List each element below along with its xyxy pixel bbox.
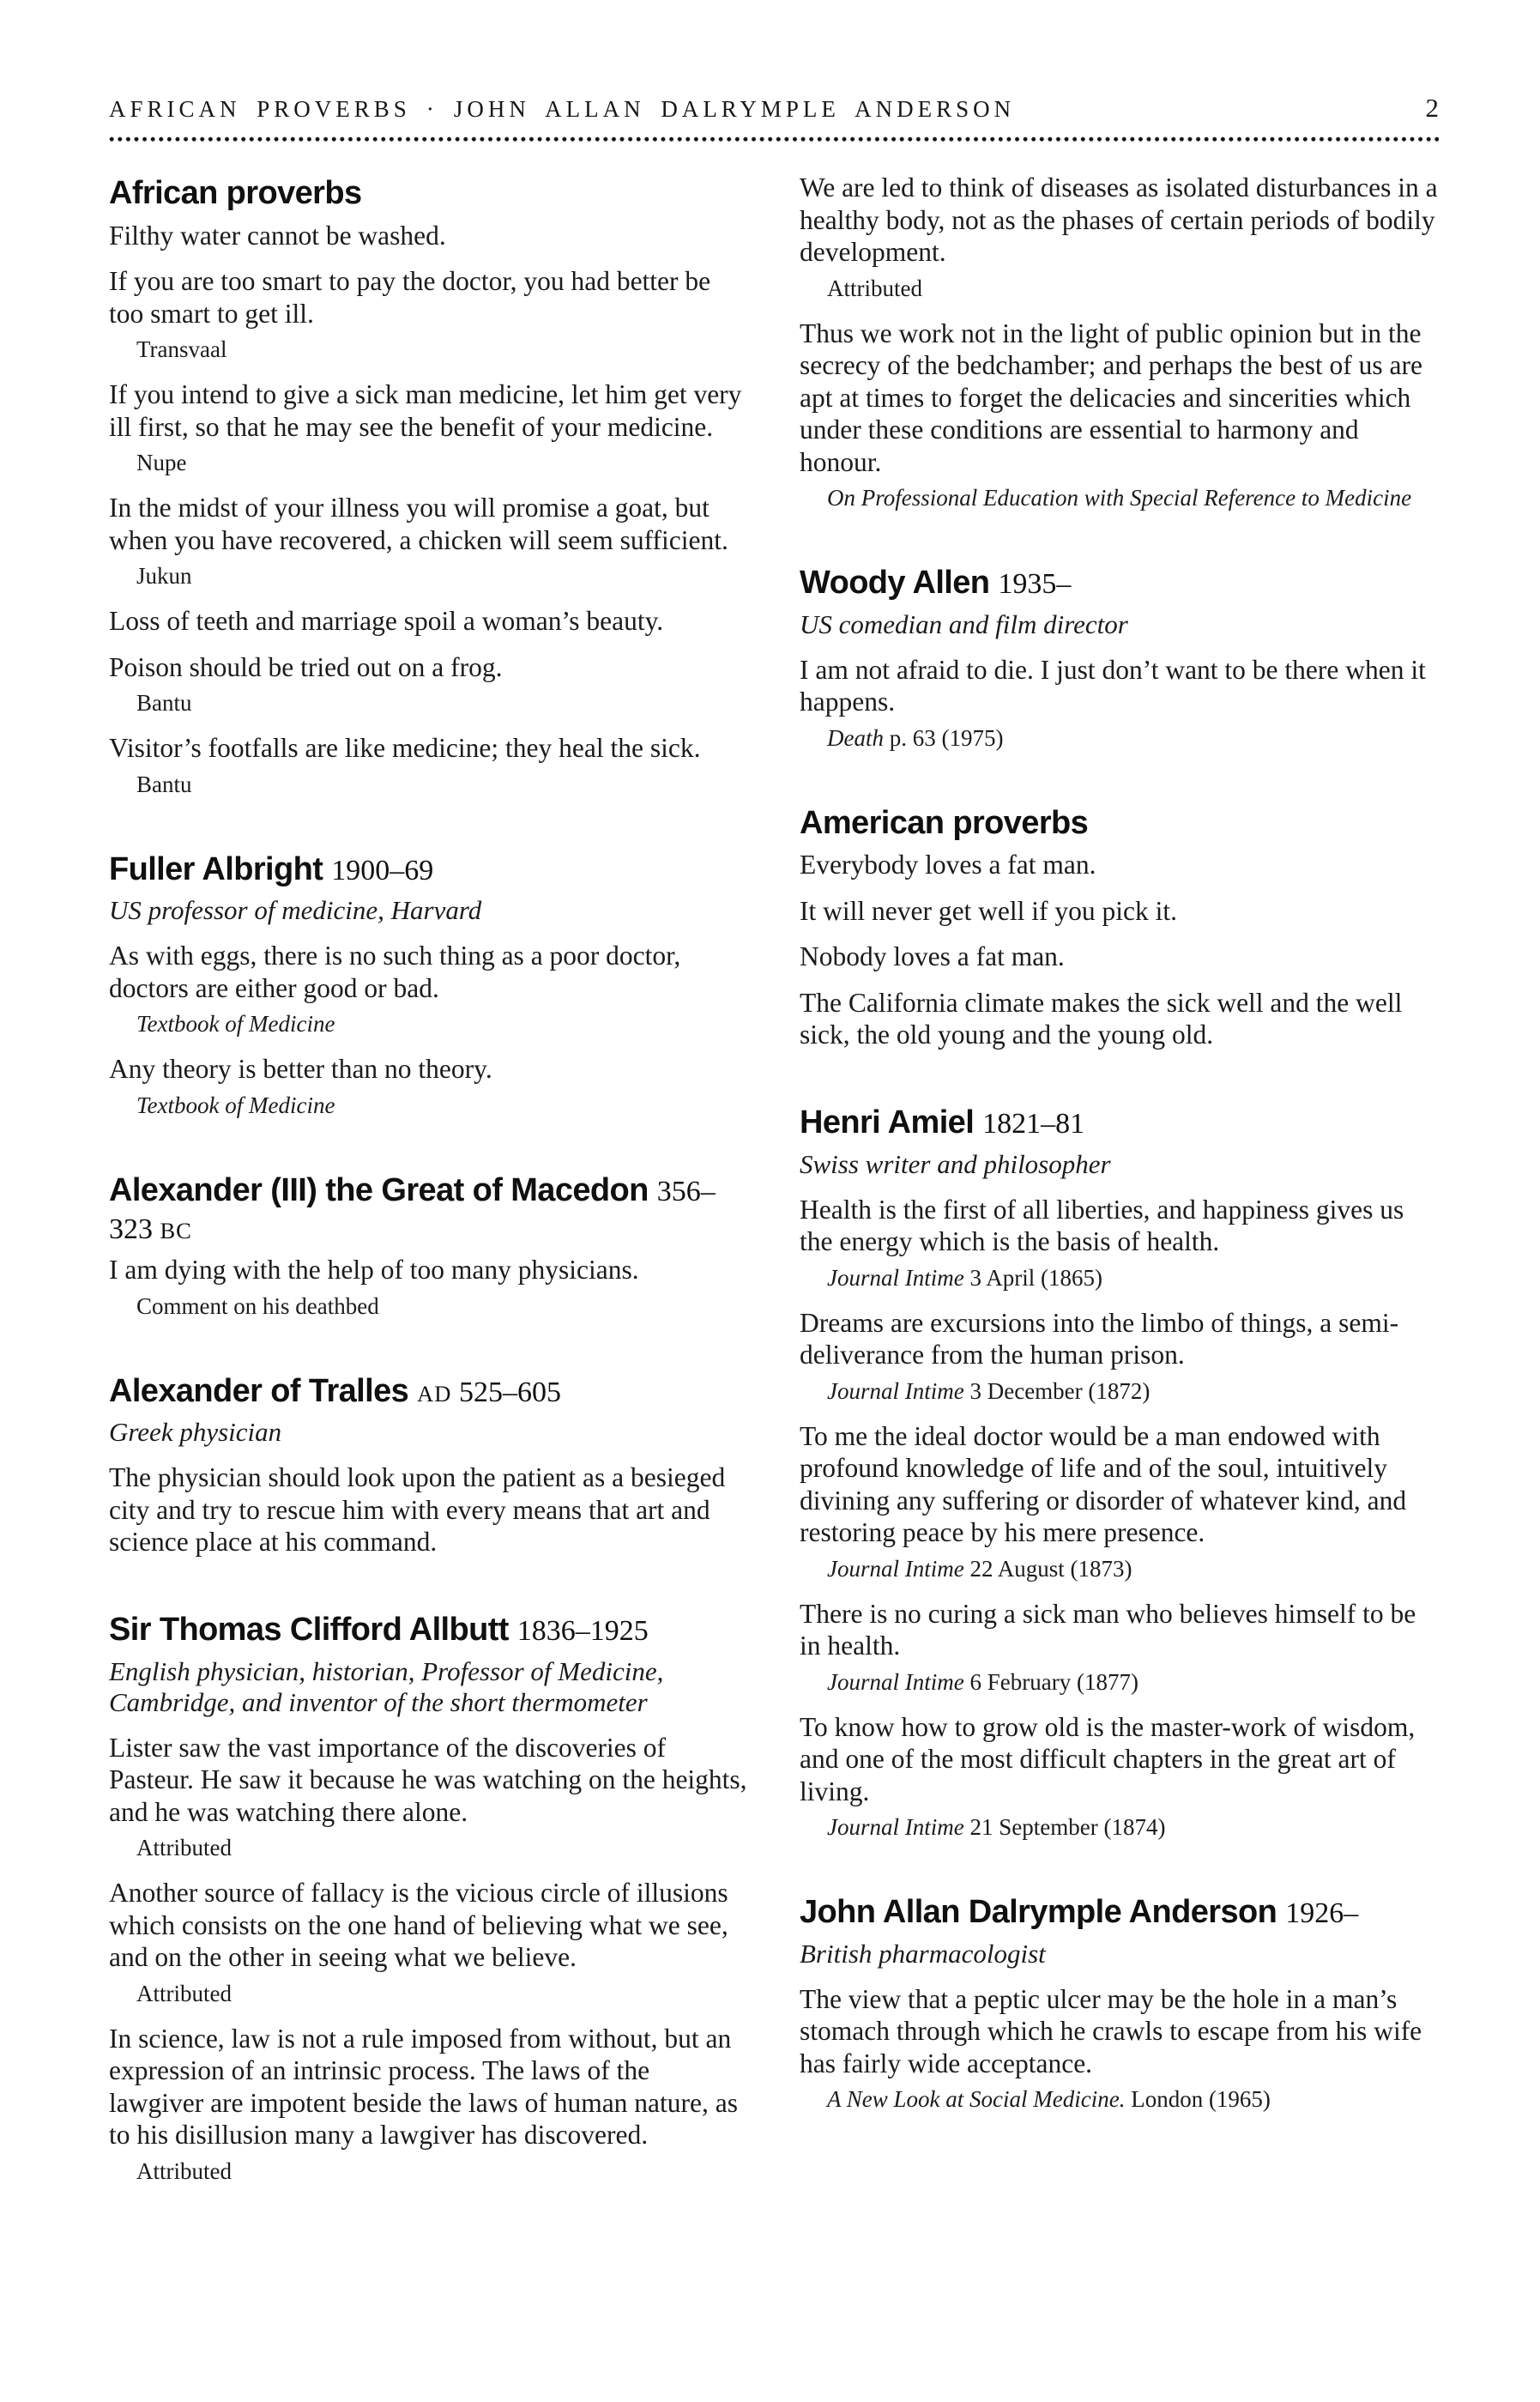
quote-source: [800, 485, 1439, 511]
source-work-title: Journal Intime: [827, 1814, 964, 1841]
right-column: [800, 172, 1439, 2200]
source-detail: Attributed: [827, 275, 922, 301]
author-name: Henri Amiel: [800, 1104, 975, 1140]
author-descriptor: British pharmacologist: [800, 1938, 1046, 1969]
quote-paragraph: As with eggs, there is no such thing as a poor doctor, doctors are either good or bad.: [109, 941, 681, 1003]
source-detail: Attributed: [136, 1835, 232, 1861]
source-detail: 3 December (1872): [963, 1377, 1150, 1404]
quote-paragraph: Lister saw the vast importance of the discoveries of Pasteur. He saw it because he was watching on the heights, and he was watching there alone.: [109, 1732, 747, 1827]
quote-source: [800, 1814, 1439, 1841]
author-heading: [800, 805, 1439, 843]
source-detail: Comment on his deathbed: [136, 1292, 379, 1319]
author-descriptor: US comedian and film director: [800, 608, 1128, 639]
source-detail: Bantu: [136, 771, 192, 797]
author-heading: [800, 1104, 1439, 1142]
quote-paragraph: Nobody loves a fat man.: [800, 941, 1065, 972]
separator-dot: ·: [426, 96, 438, 122]
quote-paragraph: If you intend to give a sick man medicine, let him get very ill first, so that he may see the benefit of your medicine.: [109, 379, 742, 442]
quote-paragraph: Poison should be tried out on a frog.: [109, 651, 503, 682]
quote-source: [109, 690, 748, 717]
page-number: 2: [1425, 93, 1439, 123]
quote-paragraph: Loss of teeth and marriage spoil a woman’s beauty.: [109, 606, 664, 637]
source-detail: Attributed: [136, 1980, 232, 2006]
author-name: Alexander (III) the Great of Macedon: [109, 1171, 649, 1208]
author-name: American proverbs: [800, 804, 1089, 841]
author-section: [109, 1373, 748, 1558]
quote-source: [109, 771, 748, 798]
author-dates: AD 525–605: [417, 1376, 561, 1408]
source-detail: 21 September (1874): [963, 1814, 1166, 1841]
quote-source: [109, 450, 748, 476]
quote-source: [800, 1378, 1439, 1405]
author-heading: [109, 1612, 748, 1649]
author-section: [109, 175, 748, 798]
author-dates: 1935–: [998, 568, 1072, 600]
content-columns: [109, 172, 1439, 2200]
quote-paragraph: Dreams are excursions into the limbo of things, a semi-deliverance from the human prison.: [800, 1307, 1399, 1370]
quote-source: [800, 1265, 1439, 1292]
dotted-rule: [109, 136, 1439, 142]
author-heading: [109, 851, 748, 889]
author-name: Sir Thomas Clifford Allbutt: [109, 1611, 509, 1648]
author-dates: 1926–: [1285, 1897, 1359, 1930]
source-detail: 6 February (1877): [963, 1668, 1138, 1695]
quote-source: [109, 1293, 748, 1320]
quote-paragraph: It will never get well if you pick it.: [800, 895, 1178, 926]
author-heading: [109, 1373, 748, 1411]
author-descriptor: Swiss writer and philosopher: [800, 1148, 1111, 1179]
author-section: [800, 1104, 1439, 1841]
author-section: [800, 565, 1439, 752]
author-descriptor: Greek physician: [109, 1417, 282, 1448]
author-dates: 1900–69: [331, 854, 434, 886]
quote-source: [800, 725, 1439, 752]
author-dates: 356–323 BC: [109, 1175, 716, 1245]
author-section: [109, 1612, 748, 2185]
source-detail: 3 April (1865): [963, 1264, 1102, 1291]
quote-paragraph: Thus we work not in the light of public opinion but in the secrecy of the bedchamber; and perhaps the best of us are apt at times to forget the delicacies and sincerities which under these conditions are essential to harmony and honour.: [800, 318, 1422, 477]
era-small-caps: BC: [160, 1217, 192, 1243]
quote-source: [109, 1835, 748, 1861]
author-name: Alexander of Tralles: [109, 1372, 409, 1409]
quote-paragraph: There is no curing a sick man who believes himself to be in health.: [800, 1598, 1416, 1661]
author-section: [109, 851, 748, 1119]
source-detail: 22 August (1873): [963, 1555, 1132, 1582]
quote-paragraph: In the midst of your illness you will promise a goat, but when you have recovered, a chicken will seem sufficient.: [109, 493, 728, 555]
quote-paragraph: The California climate makes the sick well and the well sick, the old young and the young old.: [800, 987, 1403, 1050]
source-work-title: Journal Intime: [827, 1377, 964, 1404]
quote-paragraph: Another source of fallacy is the vicious circle of illusions which consists on the one hand of believing what we see, and on the other in seeing what we believe.: [109, 1878, 728, 1973]
quote-paragraph: To know how to grow old is the master-work of wisdom, and one of the most difficult chapters in the great art of living.: [800, 1711, 1416, 1806]
source-work-title: Journal Intime: [827, 1555, 964, 1582]
quote-paragraph: We are led to think of diseases as isolated disturbances in a healthy body, not as the phases of certain periods of bodily development.: [800, 172, 1438, 267]
author-dates: 1821–81: [982, 1107, 1085, 1140]
author-name: African proverbs: [109, 175, 362, 211]
running-header-left: AFRICAN PROVERBS: [109, 96, 411, 122]
quote-source: [800, 1669, 1439, 1696]
quote-source: [109, 1011, 748, 1038]
author-dates: 1836–1925: [516, 1614, 649, 1647]
author-name: Woody Allen: [800, 565, 990, 601]
source-detail: Nupe: [136, 450, 187, 476]
quote-paragraph: In science, law is not a rule imposed from without, but an expression of an intrinsic process. The laws of the lawgiver are impotent beside the laws of human nature, as to his disillusion many a lawgiver has discovered.: [109, 2023, 739, 2151]
source-work-title: On Professional Education with Special Reference to Medicine: [827, 485, 1412, 511]
quote-paragraph: To me the ideal doctor would be a man endowed with profound knowledge of life and of the soul, intuitively divining any suffering or disorder of whatever kind, and restoring peace by his mere presence.: [800, 1420, 1407, 1548]
quote-source: [109, 1092, 748, 1119]
running-header-title: [109, 96, 1015, 123]
source-detail: p. 63 (1975): [883, 724, 1004, 751]
author-section: [109, 1172, 748, 1320]
quote-source: [109, 2158, 748, 2185]
source-work-title: Journal Intime: [827, 1264, 964, 1291]
quote-paragraph: Visitor’s footfalls are like medicine; they heal the sick.: [109, 733, 701, 764]
author-descriptor: US professor of medicine, Harvard: [109, 895, 482, 926]
era-small-caps: AD: [417, 1380, 452, 1407]
author-section: [800, 1894, 1439, 2113]
quote-source: [109, 336, 748, 363]
quote-paragraph: The physician should look upon the patient as a besieged city and try to rescue him with every means that art and science place at his command.: [109, 1462, 726, 1558]
quote-source: [109, 1981, 748, 2007]
quote-paragraph: The view that a peptic ulcer may be the hole in a man’s stomach through which he crawls to escape from his wife has fairly wide acceptance.: [800, 1983, 1422, 2078]
running-header-right: JOHN ALLAN DALRYMPLE ANDERSON: [453, 96, 1016, 122]
source-detail: Jukun: [136, 563, 192, 590]
author-heading: [800, 565, 1439, 602]
author-section: [800, 172, 1439, 511]
quote-paragraph: I am not afraid to die. I just don’t want to be there when it happens.: [800, 654, 1426, 717]
source-work-title: Textbook of Medicine: [136, 1092, 335, 1118]
author-heading: [800, 1894, 1439, 1932]
running-header: [109, 93, 1439, 142]
quote-paragraph: Filthy water cannot be washed.: [109, 220, 446, 251]
source-work-title: Textbook of Medicine: [136, 1011, 335, 1038]
quote-source: [800, 1556, 1439, 1582]
left-column: [109, 172, 748, 2200]
quote-paragraph: I am dying with the help of too many physicians.: [109, 1255, 639, 1286]
quote-paragraph: If you are too smart to pay the doctor, you had better be too smart to get ill.: [109, 266, 711, 329]
source-work-title: Journal Intime: [827, 1668, 964, 1695]
source-work-title: Death: [827, 724, 884, 751]
author-heading: [109, 175, 748, 213]
quote-paragraph: Everybody loves a fat man.: [800, 850, 1096, 880]
quote-paragraph: Health is the first of all liberties, and happiness gives us the energy which is the basis of health.: [800, 1194, 1404, 1257]
source-detail: Bantu: [136, 690, 192, 717]
author-section: [800, 805, 1439, 1051]
author-heading: [109, 1172, 748, 1247]
source-detail: Transvaal: [136, 336, 227, 363]
source-work-title: A New Look at Social Medicine.: [827, 2086, 1126, 2113]
quote-source: [109, 563, 748, 590]
running-header-line: [109, 93, 1439, 124]
source-detail: London (1965): [1125, 2086, 1271, 2113]
author-name: John Allan Dalrymple Anderson: [800, 1894, 1277, 1931]
quote-source: [800, 275, 1439, 302]
quote-paragraph: Any theory is better than no theory.: [109, 1054, 492, 1085]
quote-source: [800, 2086, 1439, 2113]
author-name: Fuller Albright: [109, 850, 323, 887]
source-detail: Attributed: [136, 2157, 232, 2184]
author-descriptor: English physician, historian, Professor of Medicine, Cambridge, and inventor of the short thermometer: [109, 1655, 664, 1717]
